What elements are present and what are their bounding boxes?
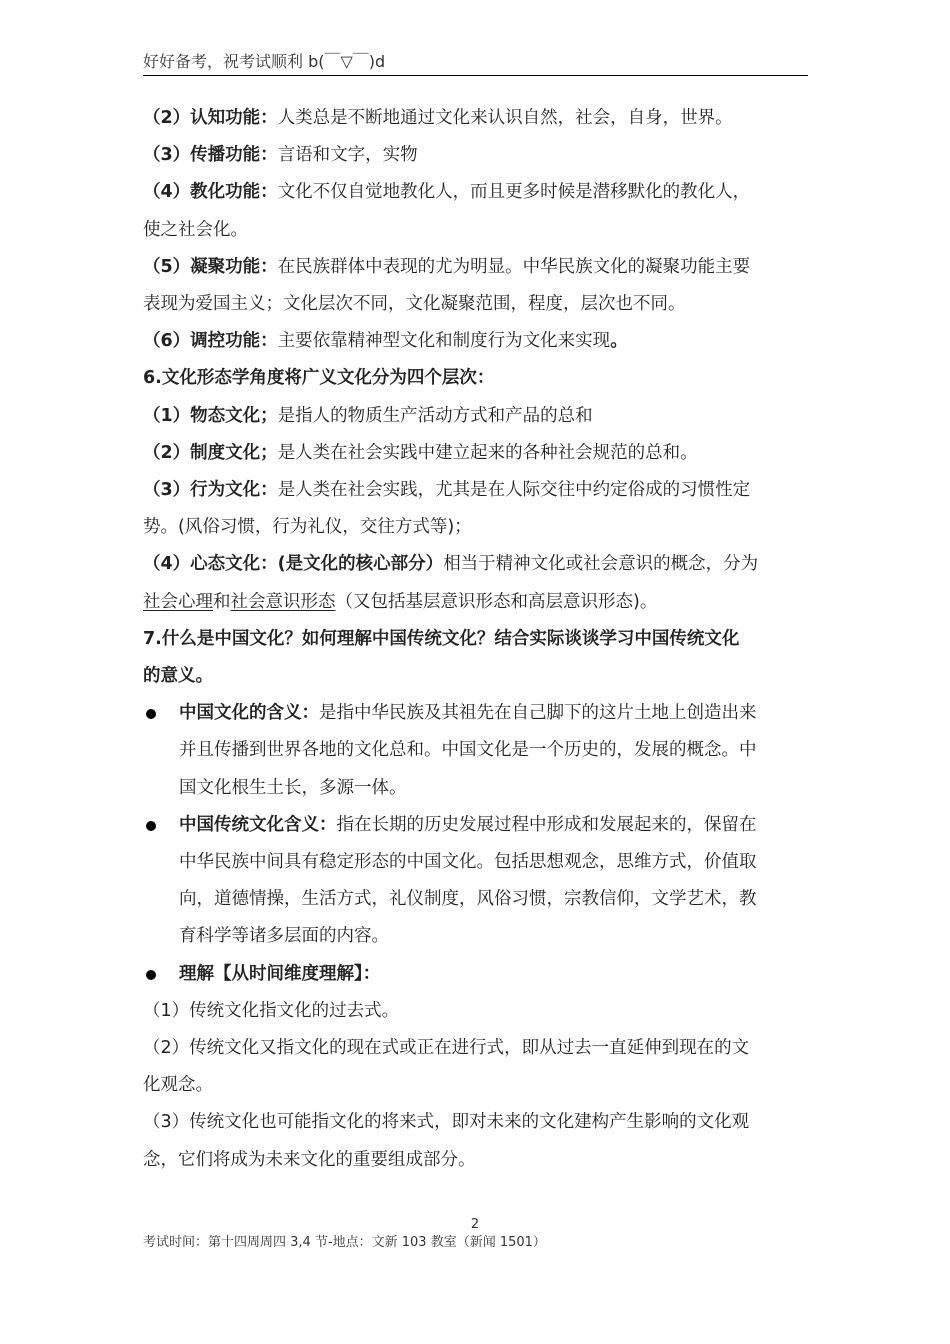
traditional-line-2: 中华民族中间具有稳定形态的中国文化。包括思想观念，思维方式，价值取 [179, 852, 757, 873]
term-text: 是指中华民族及其祖先在自己脚下的这片土地上创造出来 [319, 703, 757, 724]
term-label: （6）调控功能： [143, 331, 278, 352]
term-label: （3）传播功能： [143, 145, 278, 166]
bullet-icon [146, 709, 156, 719]
page-header: 好好备考，祝考试顺利 b(￣▽￣)d [143, 52, 386, 71]
page-footer: 考试时间：第十四周周四 3,4 节-地点：文新 103 教室（新闻 1501） [143, 1235, 546, 1250]
term-text: 文化不仅自觉地教化人，而且更多时候是潜移默化的教化人， [277, 182, 751, 203]
cohesion-function-cont: 表现为爱国主义；文化层次不同，文化凝聚范围，程度，层次也不同。 [143, 294, 686, 315]
traditional-line-1 [179, 807, 808, 844]
chinese-culture-definition [143, 695, 808, 807]
point-present-tense: （2）传统文化又指文化的现在式或正在进行式，即从过去一直延伸到现在的文 [143, 1038, 750, 1059]
point-present-tense-cont: 化观念。 [143, 1075, 213, 1096]
page-number: 2 [470, 1217, 480, 1232]
term-label: （4）教化功能： [143, 182, 278, 203]
transmission-function [143, 137, 808, 174]
term-label: （3）行为文化： [143, 480, 278, 501]
education-function [143, 174, 808, 211]
term-label: 中国文化的含义： [179, 703, 319, 724]
term-text: （又包括基层意识形态和高层意识形态)。 [335, 591, 658, 612]
term-text: 指在长期的历史发展过程中形成和发展起来的，保留在 [336, 814, 757, 835]
term-label: 中国传统文化含义： [179, 814, 337, 835]
definition-line-2: 并且传播到世界各地的文化总和。中国文化是一个历史的，发展的概念。中 [179, 740, 757, 761]
conjunction: 和 [213, 591, 231, 612]
term-text: 言语和文字，实物 [277, 145, 418, 166]
behavioral-culture-cont: 势。(风俗习惯，行为礼仪，交往方式等)； [143, 517, 472, 538]
term-text: 相当于精神文化或社会意识的概念，分为 [443, 554, 759, 575]
social-psychology-term: 社会心理 [143, 591, 213, 612]
point-future-tense-cont: 念，它们将成为未来文化的重要组成部分。 [143, 1149, 476, 1170]
education-function-cont: 使之社会化。 [143, 219, 248, 240]
bullet-icon [146, 970, 156, 980]
behavioral-culture [143, 472, 808, 509]
point-future-tense: （3）传统文化也可能指文化的将来式，即对未来的文化建构产生影响的文化观 [143, 1112, 750, 1133]
institutional-culture [143, 435, 808, 472]
traditional-line-3: 向，道德情操，生活方式，礼仪制度，风俗习惯，宗教信仰，文学艺术，教 [179, 889, 757, 910]
term-end: 。 [610, 331, 628, 352]
term-label: （5）凝聚功能： [143, 256, 278, 277]
header-rule [143, 75, 808, 76]
section7-title-cont: 的意义。 [143, 666, 213, 687]
term-text: 人类总是不断地通过文化来认识自然，社会，自身，世界。 [277, 108, 733, 128]
term-text: 在民族群体中表现的尤为明显。中华民族文化的凝聚功能主要 [277, 256, 751, 277]
section7-title: 7.什么是中国文化？如何理解中国传统文化？结合实际谈谈学习中国传统文化 [143, 628, 740, 649]
traditional-culture-definition [143, 807, 808, 956]
term-label: （1）物态文化； [143, 405, 278, 426]
definition-line-3: 国文化根生土长，多源一体。 [179, 777, 407, 798]
cognitive-function [143, 100, 808, 137]
term-text: 是人类在社会实践中建立起来的各种社会规范的总和。 [277, 442, 698, 463]
point-past-tense: （1）传统文化指文化的过去式。 [143, 1000, 400, 1021]
mental-culture-cont [143, 584, 808, 621]
term-label: （2）认知功能： [143, 108, 278, 128]
term-text: 是人类在社会实践，尤其是在人际交往中约定俗成的习惯性定 [277, 480, 751, 501]
cohesion-function [143, 249, 808, 286]
traditional-line-4: 育科学等诸多层面的内容。 [179, 926, 389, 947]
regulation-function [143, 323, 808, 360]
term-text: 是指人的物质生产活动方式和产品的总和 [277, 405, 593, 426]
term-text: 主要依靠精神型文化和制度行为文化来实现 [277, 331, 611, 352]
understanding-heading [143, 956, 808, 993]
material-culture [143, 398, 808, 435]
section6-title: 6.文化形态学角度将广义文化分为四个层次： [143, 368, 495, 389]
definition-line-1 [179, 695, 808, 732]
term-label: （4）心态文化：(是文化的核心部分） [143, 554, 444, 575]
term-label: （2）制度文化； [143, 442, 278, 463]
bullet-icon [146, 821, 156, 831]
understanding-label: 理解【从时间维度理解】： [179, 963, 381, 984]
social-ideology-term: 社会意识形态 [230, 591, 336, 612]
mental-culture [143, 546, 808, 583]
document-body [143, 100, 808, 1179]
